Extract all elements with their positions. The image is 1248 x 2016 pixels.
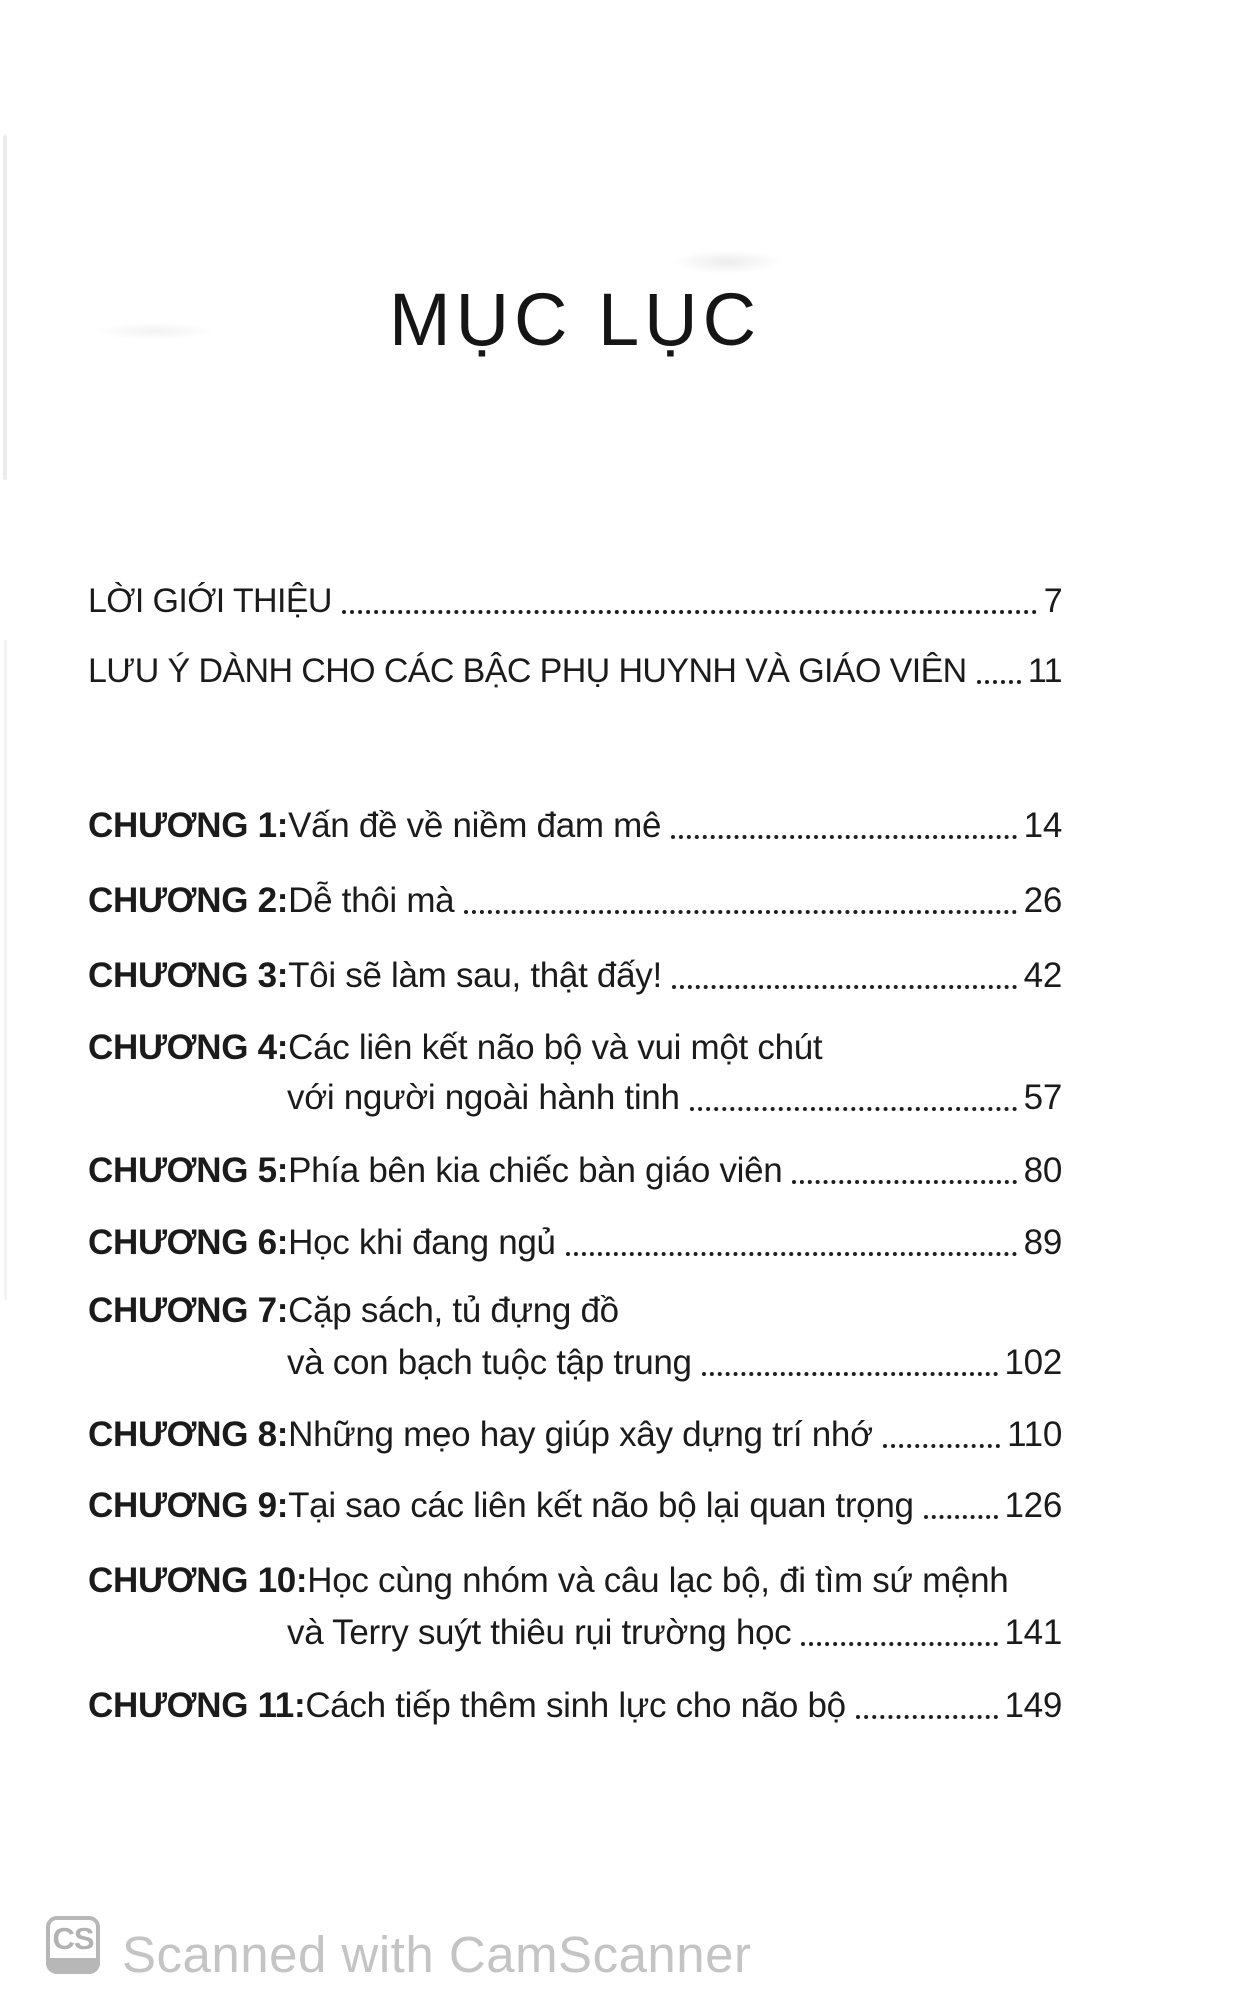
- toc-entry: [88, 649, 1062, 693]
- chapter-label: CHƯƠNG 1:: [88, 806, 289, 845]
- page-title: MỤC LỤC: [388, 278, 762, 361]
- camscanner-watermark: Scanned with CamScanner: [122, 1926, 752, 1983]
- scan-artifact: [672, 250, 782, 274]
- toc-entry: [88, 1559, 1062, 1603]
- chapter-title: Phía bên kia chiếc bàn giáo viên: [288, 1151, 783, 1190]
- dot-leader: [792, 1180, 1016, 1184]
- chapter-title: Dễ thôi mà: [288, 881, 455, 920]
- page-number: 26: [1023, 881, 1062, 920]
- chapter-label: CHƯƠNG 6:: [88, 1223, 289, 1262]
- page-number: 149: [1004, 1686, 1062, 1725]
- page-number: 141: [1004, 1613, 1062, 1652]
- page-number: 42: [1023, 956, 1062, 995]
- chapter-title: Tại sao các liên kết não bộ lại quan trọng: [288, 1486, 914, 1525]
- toc-entry-title: LƯU Ý DÀNH CHO CÁC BẬC PHỤ HUYNH VÀ GIÁO VIÊN: [88, 652, 967, 690]
- toc-entry: [88, 804, 1062, 848]
- chapter-label: CHƯƠNG 9:: [88, 1486, 289, 1525]
- dot-leader: [464, 910, 1016, 914]
- page-number: 110: [1007, 1415, 1062, 1454]
- chapter-title: Cặp sách, tủ đựng đồ: [288, 1291, 619, 1330]
- toc-entry: [88, 1149, 1062, 1193]
- toc-entry-continuation: [287, 1076, 1062, 1120]
- toc-entry-continuation: [287, 1611, 1062, 1655]
- toc-entry: [88, 1221, 1062, 1265]
- dot-leader: [883, 1444, 1000, 1448]
- dot-leader: [977, 680, 1021, 684]
- toc-entry: [88, 954, 1062, 998]
- page-number: 11: [1027, 652, 1062, 690]
- chapter-label: CHƯƠNG 2:: [88, 881, 289, 920]
- camscanner-logo-icon: [46, 1916, 100, 1974]
- chapter-title: Tôi sẽ làm sau, thật đấy!: [288, 956, 662, 995]
- chapter-label: CHƯƠNG 11:: [88, 1686, 306, 1725]
- dot-leader: [702, 1372, 998, 1376]
- chapter-label: CHƯƠNG 7:: [88, 1291, 289, 1330]
- page-number: 102: [1004, 1343, 1062, 1382]
- toc-entry: [88, 579, 1062, 623]
- page-number: 14: [1023, 806, 1062, 845]
- camscanner-logo-text: CS: [52, 1921, 94, 1956]
- page-number: 57: [1023, 1078, 1062, 1117]
- chapter-label: CHƯƠNG 4:: [88, 1028, 289, 1067]
- dot-leader: [856, 1715, 998, 1719]
- toc-entry: [88, 1026, 1062, 1070]
- chapter-title: Học khi đang ngủ: [288, 1223, 556, 1262]
- dot-leader: [671, 835, 1017, 839]
- dot-leader: [342, 610, 1037, 614]
- camscanner-logo-bar: [46, 1958, 100, 1974]
- chapter-title: Những mẹo hay giúp xây dựng trí nhớ: [288, 1415, 873, 1454]
- scan-artifact: [3, 135, 7, 480]
- chapter-title: Vấn đề về niềm đam mê: [288, 806, 662, 845]
- toc-entry-title: LỜI GIỚI THIỆU: [88, 582, 332, 620]
- chapter-title: Các liên kết não bộ và vui một chút: [288, 1028, 823, 1067]
- toc-entry: [88, 879, 1062, 923]
- dot-leader: [690, 1107, 1017, 1111]
- dot-leader: [566, 1252, 1017, 1256]
- chapter-label: CHƯƠNG 3:: [88, 956, 289, 995]
- page-number: 126: [1004, 1486, 1062, 1525]
- page-number: 80: [1023, 1151, 1062, 1190]
- toc-entry: [88, 1289, 1062, 1333]
- toc-entry: [88, 1484, 1062, 1528]
- dot-leader: [924, 1515, 998, 1519]
- dot-leader: [672, 985, 1017, 989]
- toc-entry: [88, 1684, 1062, 1728]
- chapter-title: và Terry suýt thiêu rụi trường học: [287, 1613, 792, 1652]
- toc-entry-continuation: [287, 1341, 1062, 1385]
- dot-leader: [801, 1642, 997, 1646]
- chapter-title: Học cùng nhóm và câu lạc bộ, đi tìm sứ mệnh: [307, 1561, 1009, 1600]
- chapter-title: Cách tiếp thêm sinh lực cho não bộ: [305, 1686, 846, 1725]
- page-number: 7: [1043, 582, 1062, 620]
- page-number: 89: [1023, 1223, 1062, 1262]
- chapter-label: CHƯƠNG 8:: [88, 1415, 289, 1454]
- chapter-title: và con bạch tuộc tập trung: [287, 1343, 692, 1382]
- chapter-label: CHƯƠNG 10:: [88, 1561, 308, 1600]
- scan-artifact: [4, 640, 7, 1300]
- toc-entry: [88, 1413, 1062, 1457]
- chapter-title: với người ngoài hành tinh: [287, 1078, 680, 1117]
- chapter-label: CHƯƠNG 5:: [88, 1151, 289, 1190]
